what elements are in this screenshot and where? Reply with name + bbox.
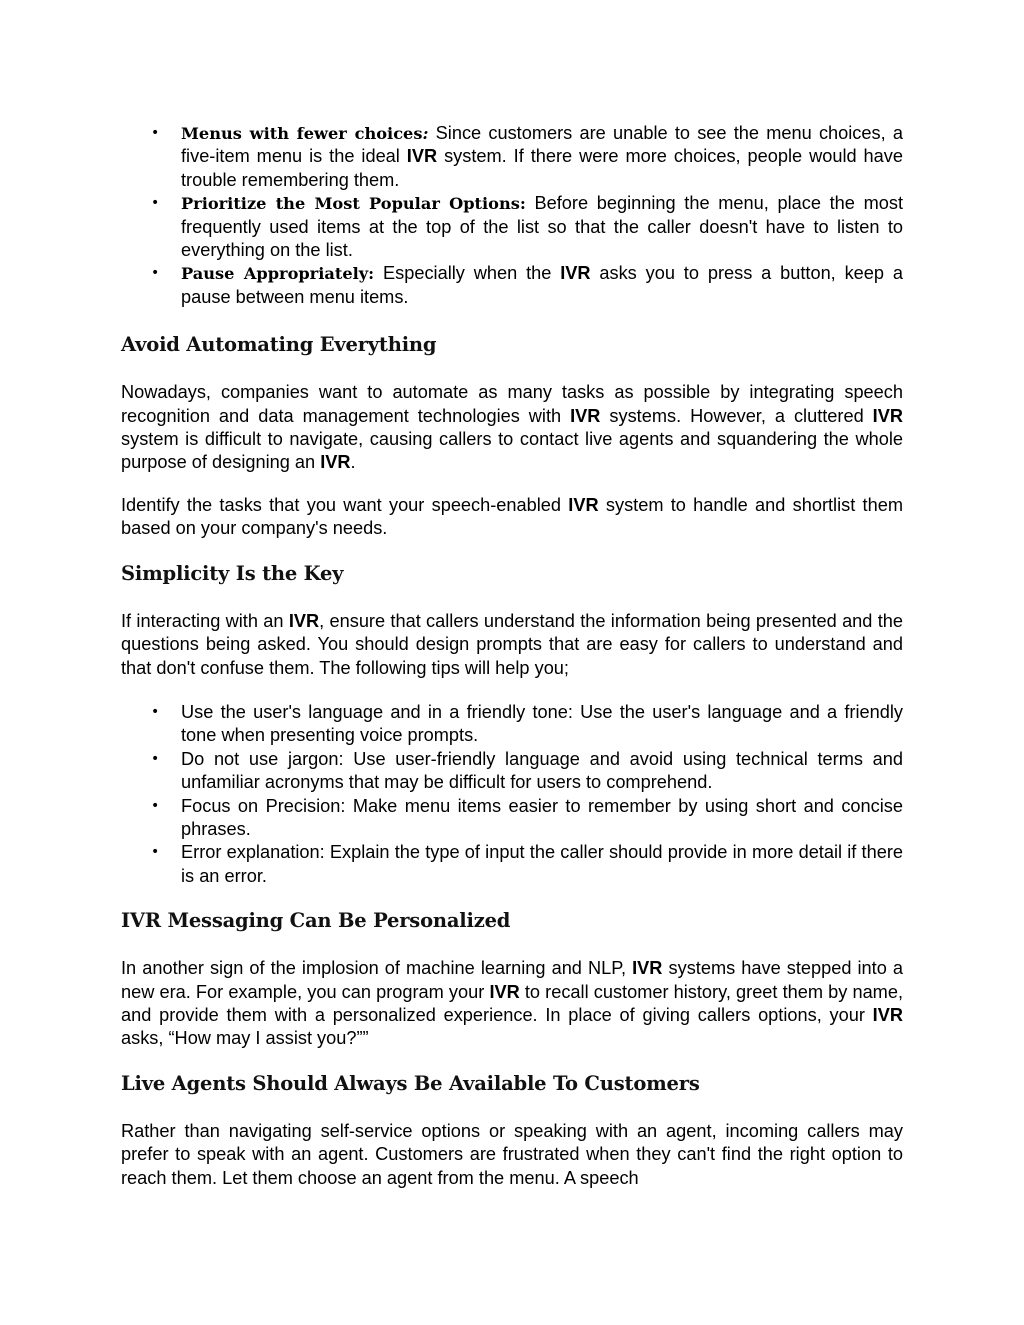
menu-tips-list xyxy=(121,122,903,309)
list-item: • Pause Appropriately: Especially when the IVR asks you to press a button, keep a pause between menu items. xyxy=(121,262,903,309)
paragraph: If interacting with an IVR, ensure that callers understand the information being presented and the questions being asked. You should design prompts that are easy for callers to understand and that don't confuse them. The following tips will help you; xyxy=(121,610,903,678)
simplicity-tips-list xyxy=(121,701,903,888)
section-heading-personalized: IVR Messaging Can Be Personalized xyxy=(121,909,511,933)
list-item: • Use the user's language and in a friendly tone: Use the user's language and a friendly tone when presenting voice prompts. xyxy=(121,701,903,748)
paragraph: Nowadays, companies want to automate as many tasks as possible by integrating speech recognition and data management technologies with IVR systems. However, a cluttered IVR system is difficult to navigate, causing callers to contact live agents and squandering the whole purpose of designing an IVR. xyxy=(121,382,903,473)
list-item: • Focus on Precision: Make menu items easier to remember by using short and concise phrases. xyxy=(121,795,903,842)
section-heading-simplicity: Simplicity Is the Key xyxy=(121,561,344,585)
list-item-lead: Prioritize the Most Popular Options: xyxy=(181,194,526,214)
section-heading-avoid-automating: Avoid Automating Everything xyxy=(121,333,437,357)
list-item: • Prioritize the Most Popular Options: Before beginning the menu, place the most frequently used items at the top of the list so that the caller doesn't have to listen to everything on the list. xyxy=(121,192,903,262)
document-page xyxy=(121,122,903,1190)
section-heading-live-agents: Live Agents Should Always Be Available To Customers xyxy=(121,1071,700,1095)
paragraph: Rather than navigating self-service options or speaking with an agent, incoming callers may prefer to speak with an agent. Customers are frustrated when they can't find the right option to reach them. Let them choose an agent from the menu. A speech xyxy=(121,1120,903,1188)
list-item-lead-colon: : xyxy=(422,124,429,143)
list-item-lead: Pause Appropriately: xyxy=(181,264,375,284)
paragraph: Identify the tasks that you want your speech-enabled IVR system to handle and shortlist them based on your company's needs. xyxy=(121,494,903,539)
list-item-lead: Menus with fewer choices xyxy=(181,124,423,143)
list-item: • Do not use jargon: Use user-friendly language and avoid using technical terms and unfamiliar acronyms that may be difficult for users to comprehend. xyxy=(121,748,903,795)
paragraph: In another sign of the implosion of machine learning and NLP, IVR systems have stepped into a new era. For example, you can program your IVR to recall customer history, greet them by name, and provide them with a personalized experience. In place of giving callers options, your IVR asks, “How may I assist you?”” xyxy=(121,958,904,1049)
list-item: • Menus with fewer choices: Since customers are unable to see the menu choices, a five-item menu is the ideal IVR system. If there were more choices, people would have trouble remembering them. xyxy=(121,122,903,192)
list-item: • Error explanation: Explain the type of input the caller should provide in more detail if there is an error. xyxy=(121,841,903,888)
